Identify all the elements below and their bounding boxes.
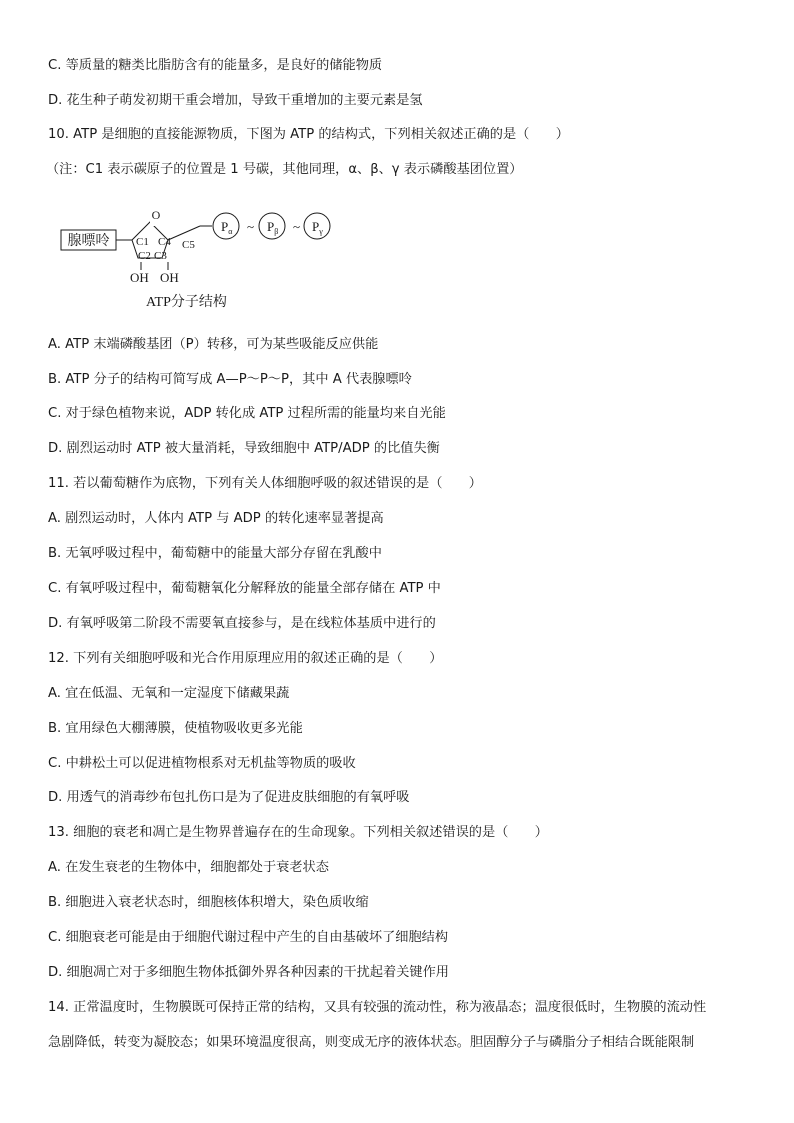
q10-option-d: D. 剧烈运动时 ATP 被大量消耗，导致细胞中 ATP/ADP 的比值失衡 xyxy=(48,441,440,456)
atp-structure-diagram xyxy=(58,200,358,320)
q11-option-a: A. 剧烈运动时，人体内 ATP 与 ADP 的转化速率显著提高 xyxy=(48,511,384,526)
oh-c3: OH xyxy=(160,270,179,285)
p-beta-label: $P_\beta$ xyxy=(267,219,279,236)
question-12-stem: 12. 下列有关细胞呼吸和光合作用原理应用的叙述正确的是（ ） xyxy=(48,651,443,666)
q12-option-b: B. 宜用绿色大棚薄膜，使植物吸收更多光能 xyxy=(48,721,303,736)
question-11-stem: 11. 若以葡萄糖作为底物，下列有关人体细胞呼吸的叙述错误的是（ ） xyxy=(48,476,482,491)
q13-option-a: A. 在发生衰老的生物体中，细胞都处于衰老状态 xyxy=(48,860,329,875)
q10-option-a: A. ATP 末端磷酸基团（P）转移，可为某些吸能反应供能 xyxy=(48,337,379,352)
question-14-stem-line-2: 急剧降低，转变为凝胶态；如果环境温度很高，则变成无序的液体状态。胆固醇分子与磷脂分子相结合既能限制 xyxy=(48,1035,695,1050)
q12-option-d: D. 用透气的消毒纱布包扎伤口是为了促进皮肤细胞的有氧呼吸 xyxy=(48,790,410,805)
bond-tilde-2: ~ xyxy=(293,219,301,234)
diagram-caption: ATP分子结构 xyxy=(146,295,227,310)
c3-label: C3 xyxy=(154,250,167,262)
q12-option-c: C. 中耕松土可以促进植物根系对无机盐等物质的吸收 xyxy=(48,756,356,771)
c5-label: C5 xyxy=(182,239,195,251)
line-d-option-q9: D. 花生种子萌发初期干重会增加，导致干重增加的主要元素是氢 xyxy=(48,93,423,108)
q10-option-b: B. ATP 分子的结构可简写成 A—P～P～P，其中 A 代表腺嘌呤 xyxy=(48,372,412,387)
q13-option-c: C. 细胞衰老可能是由于细胞代谢过程中产生的自由基破坏了细胞结构 xyxy=(48,930,449,945)
q10-option-c: C. 对于绿色植物来说，ADP 转化成 ATP 过程所需的能量均来自光能 xyxy=(48,406,446,421)
c1-label: C1 xyxy=(136,236,149,248)
question-10-stem: 10. ATP 是细胞的直接能源物质，下图为 ATP 的结构式，下列相关叙述正确的是（ ） xyxy=(48,127,569,142)
question-10-note: （注：C1 表示碳原子的位置是 1 号碳，其他同理，α、β、γ 表示磷酸基团位置） xyxy=(46,162,523,177)
p-alpha-label: $P_\alpha$ xyxy=(221,219,233,236)
c2-label: C2 xyxy=(138,250,151,262)
q13-option-d: D. 细胞凋亡对于多细胞生物体抵御外界各种因素的干扰起着关键作用 xyxy=(48,965,449,980)
bond-tilde-1: ~ xyxy=(247,219,255,234)
q13-option-b: B. 细胞进入衰老状态时，细胞核体积增大，染色质收缩 xyxy=(48,895,369,910)
ring-oxygen: O xyxy=(151,208,161,222)
q11-option-b: B. 无氧呼吸过程中，葡萄糖中的能量大部分存留在乳酸中 xyxy=(48,546,382,561)
q11-option-d: D. 有氧呼吸第二阶段不需要氧直接参与，是在线粒体基质中进行的 xyxy=(48,616,436,631)
q12-option-a: A. 宜在低温、无氧和一定湿度下储藏果蔬 xyxy=(48,686,290,701)
adenine-label: 腺嘌呤 xyxy=(67,234,110,249)
line-c-option-q9: C. 等质量的糖类比脂肪含有的能量多，是良好的储能物质 xyxy=(48,58,383,73)
q11-option-c: C. 有氧呼吸过程中，葡萄糖氧化分解释放的能量全部存储在 ATP 中 xyxy=(48,581,441,596)
question-14-stem-line-1: 14. 正常温度时，生物膜既可保持正常的结构，又具有较强的流动性，称为液晶态；温度很低时，生物膜的流动性 xyxy=(48,1000,707,1015)
oh-c2: OH xyxy=(130,270,149,285)
c4-label: C4 xyxy=(158,236,171,248)
question-13-stem: 13. 细胞的衰老和凋亡是生物界普遍存在的生命现象。下列相关叙述错误的是（ ） xyxy=(48,825,548,840)
p-gamma-label: $P_\gamma$ xyxy=(312,219,323,236)
